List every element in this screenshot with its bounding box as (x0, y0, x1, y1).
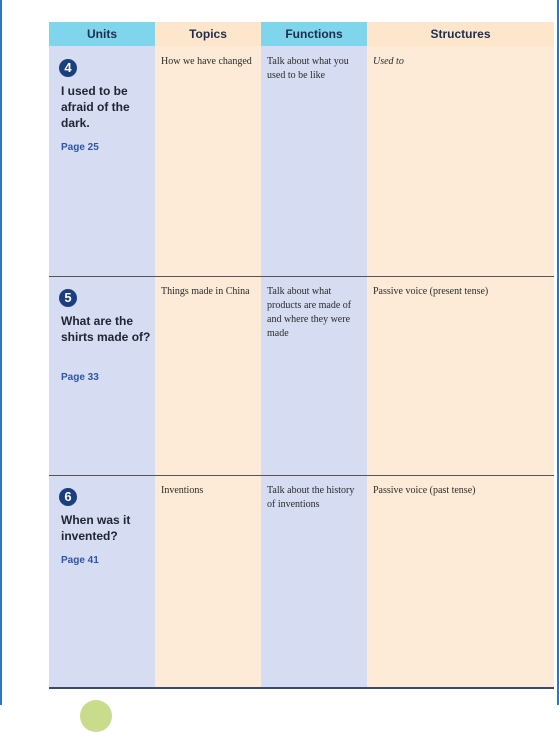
function-cell: Talk about what products are made of and where they were made (267, 286, 352, 339)
unit-page-link[interactable]: Page 41 (61, 555, 99, 566)
unit-number-badge: 5 (59, 289, 77, 307)
row-divider (49, 475, 554, 476)
unit-page-link[interactable]: Page 25 (61, 142, 99, 153)
syllabus-table (49, 22, 554, 688)
header-structures: Structures (367, 22, 554, 46)
function-cell: Talk about the history of inventions (267, 485, 355, 510)
unit-title: What are the shirts made of? (61, 314, 151, 344)
structure-cell: Passive voice (present tense) (373, 286, 489, 297)
structure-cell: Used to (373, 56, 404, 67)
header-units: Units (49, 22, 155, 46)
unit-page-link[interactable]: Page 33 (61, 372, 99, 383)
function-cell: Talk about what you used to be like (267, 56, 349, 81)
structure-cell: Passive voice (past tense) (373, 485, 476, 496)
unit-title: When was it invented? (61, 513, 131, 543)
unit-number-badge: 4 (59, 59, 77, 77)
table-bottom-rule (49, 687, 554, 689)
topic-cell: Inventions (161, 485, 204, 496)
functions-column (261, 22, 367, 688)
row-divider (49, 276, 554, 277)
structures-column (367, 22, 554, 688)
header-topics: Topics (155, 22, 261, 46)
topic-cell: Things made in China (161, 286, 250, 297)
topics-column (155, 22, 261, 688)
unit-title: I used to be afraid of the dark. (61, 84, 130, 130)
unit-number-badge: 6 (59, 488, 77, 506)
topic-cell: How we have changed (161, 56, 252, 67)
header-functions: Functions (261, 22, 367, 46)
